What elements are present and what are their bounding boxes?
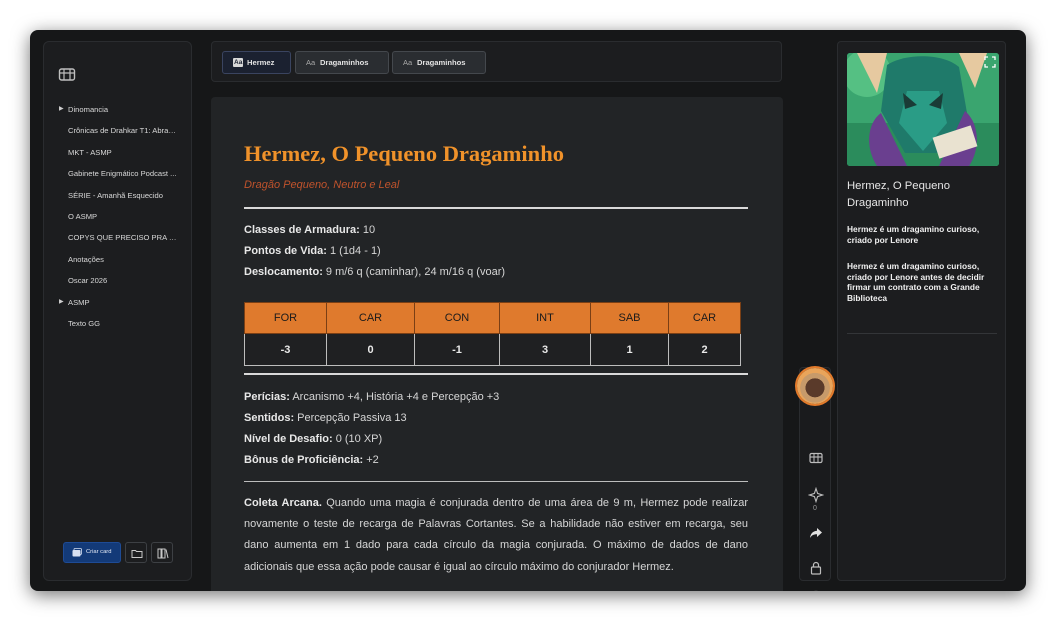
sidebar xyxy=(43,41,192,581)
sidebar-item[interactable] xyxy=(44,292,178,313)
sidebar-item[interactable] xyxy=(44,163,178,184)
prop-speed: Deslocamento: 9 m/6 q (caminhar), 24 m/16 q (voar) xyxy=(244,266,506,278)
chest-icon[interactable] xyxy=(808,450,824,466)
feature-name: Coleta Arcana. xyxy=(244,497,322,509)
prop-skills: Perícias: Arcanismo +4, História +4 e Percepção +3 xyxy=(244,391,500,403)
app-window xyxy=(30,30,1026,591)
table-cell: 1 xyxy=(591,334,669,366)
table-cell: 3 xyxy=(500,334,591,366)
prop-armor-class: Classes de Armadura: 10 xyxy=(244,224,376,236)
sidebar-item[interactable] xyxy=(44,120,178,141)
sidebar-item-label: O ASMP xyxy=(68,211,98,221)
books-icon xyxy=(157,548,169,559)
tab-dragaminhos-1[interactable] xyxy=(295,51,389,74)
sidebar-item[interactable] xyxy=(44,249,178,270)
table-cell: -3 xyxy=(245,334,327,366)
sidebar-item-label: Texto GG xyxy=(68,318,101,328)
sidebar-item[interactable] xyxy=(44,206,178,227)
divider xyxy=(847,333,997,334)
create-card-label: Criar card xyxy=(86,549,112,555)
sidebar-item-label: Oscar 2026 xyxy=(68,276,108,286)
table-cell: 0 xyxy=(327,334,415,366)
dragon-illustration xyxy=(847,53,999,166)
sparkle-icon[interactable] xyxy=(808,487,824,503)
eye-icon[interactable] xyxy=(808,586,824,591)
sidebar-nav xyxy=(44,99,193,334)
document-page xyxy=(211,97,783,591)
sparkle-count: 0 xyxy=(813,505,817,512)
tab-label: Hermez xyxy=(247,58,275,67)
info-panel xyxy=(837,41,1006,581)
table-header: SAB xyxy=(591,303,669,334)
sidebar-item[interactable] xyxy=(44,270,178,291)
prop-proficiency: Bônus de Proficiência: +2 xyxy=(244,454,379,466)
feature-paragraph xyxy=(244,493,748,578)
tab-label: Dragaminhos xyxy=(320,58,369,67)
info-description-long: Hermez é um dragamino curioso, criado por Lenore antes de decidir firmar um contrato com a Grande Biblioteca xyxy=(847,261,985,303)
sidebar-item[interactable] xyxy=(44,99,178,120)
sidebar-item-label: Dinomancia xyxy=(68,105,109,114)
library-button[interactable] xyxy=(151,542,173,563)
sidebar-item-label: SÉRIE - Amanhã Esquecido xyxy=(68,190,163,200)
table-header: INT xyxy=(500,303,591,334)
prop-challenge: Nível de Desafio: 0 (10 XP) xyxy=(244,433,383,445)
share-icon[interactable] xyxy=(808,525,824,541)
prop-hit-points: Pontos de Vida: 1 (1d4 - 1) xyxy=(244,245,381,257)
sidebar-item-label: MKT - ASMP xyxy=(68,147,112,157)
font-icon: Aa xyxy=(306,58,316,67)
tab-dragaminhos-2[interactable] xyxy=(392,51,486,74)
prop-senses: Sentidos: Percepção Passiva 13 xyxy=(244,412,407,424)
table-header: CAR xyxy=(327,303,415,334)
info-title: Hermez, O Pequeno Dragaminho xyxy=(847,180,950,209)
chest-logo-icon[interactable] xyxy=(58,66,76,82)
page-subtitle: Dragão Pequeno, Neutro e Leal xyxy=(244,179,400,191)
table-header: CON xyxy=(415,303,500,334)
table-header: CAR xyxy=(669,303,741,334)
table-header: FOR xyxy=(245,303,327,334)
info-description-short: Hermez é um dragamino curioso, criado por Lenore xyxy=(847,224,980,245)
folder-icon xyxy=(131,548,143,559)
font-icon: Aa xyxy=(234,59,243,66)
create-card-button[interactable] xyxy=(63,542,121,563)
sidebar-item[interactable] xyxy=(44,185,178,206)
sidebar-item[interactable] xyxy=(44,227,178,248)
caret-right-icon[interactable]: ▶ xyxy=(59,106,64,112)
dragon-portrait-image xyxy=(847,53,999,166)
page-title: Hermez, O Pequeno Dragaminho xyxy=(244,141,564,166)
divider xyxy=(244,481,748,482)
tab-hermez[interactable] xyxy=(222,51,291,74)
card-icon xyxy=(72,548,82,557)
sidebar-item-label: COPYS QUE PRECISO PRA LP xyxy=(68,233,178,243)
lock-icon[interactable] xyxy=(808,560,824,576)
ability-scores-table xyxy=(244,302,741,366)
tab-bar xyxy=(211,41,782,82)
sidebar-item-label: Crônicas de Drahkar T1: Abrak... xyxy=(68,126,178,136)
sidebar-item[interactable] xyxy=(44,313,178,334)
sidebar-item-label: Gabinete Enigmático Podcast ... xyxy=(68,169,177,179)
folder-button[interactable] xyxy=(125,542,147,563)
sidebar-item[interactable] xyxy=(44,142,178,163)
sidebar-item-label: ASMP xyxy=(68,297,90,307)
sidebar-item-label: Anotações xyxy=(68,254,104,264)
divider xyxy=(244,207,748,209)
user-avatar[interactable] xyxy=(797,368,833,404)
tab-label: Dragaminhos xyxy=(417,58,466,67)
expand-icon[interactable] xyxy=(984,56,996,68)
font-icon: Aa xyxy=(403,58,413,67)
divider xyxy=(244,373,748,375)
table-cell: 2 xyxy=(669,334,741,366)
table-cell: -1 xyxy=(415,334,500,366)
feature-text: Quando uma magia é conjurada dentro de uma área de 9 m, Hermez pode realizar novamente o teste de recarga de Palavras Cortantes. Se a habilidade não estiver em recarga, seu dano aumenta em 1 dado para cada círculo da magia conjurada. O máximo de dados de dano adicionais que essa ação pode causar é igual ao círculo máximo do conjurador Hermez. xyxy=(244,497,749,573)
caret-right-icon[interactable]: ▶ xyxy=(59,298,64,305)
